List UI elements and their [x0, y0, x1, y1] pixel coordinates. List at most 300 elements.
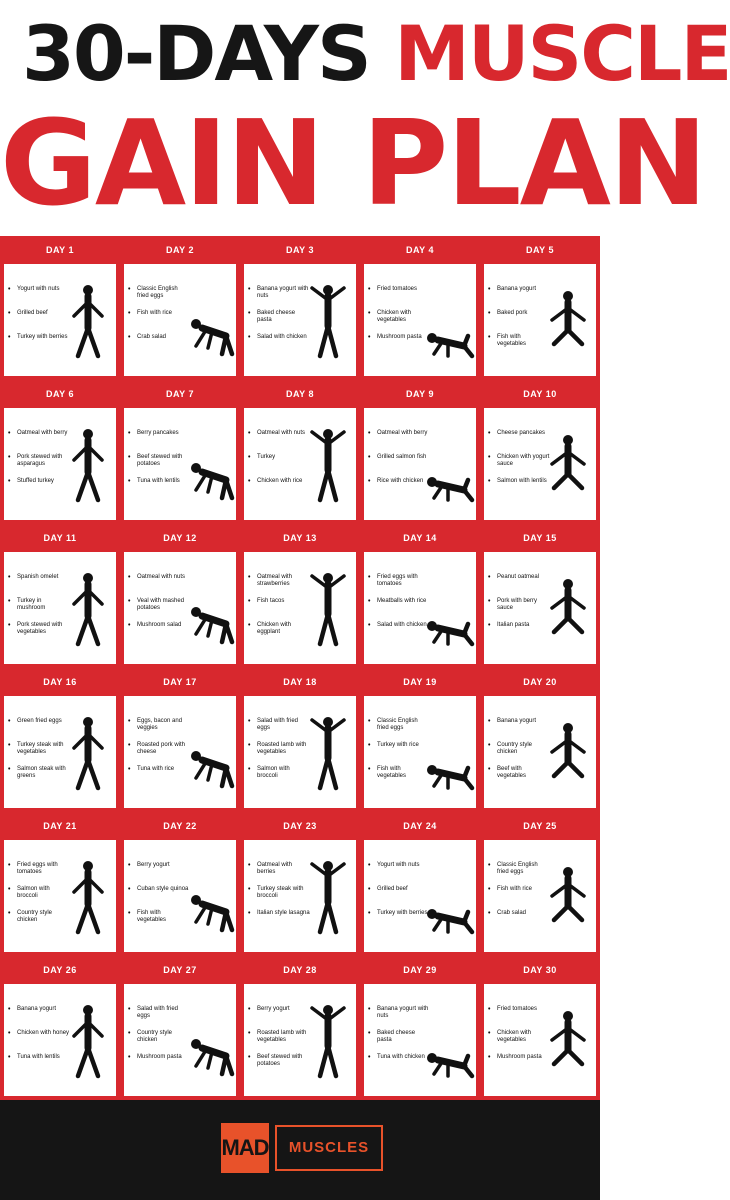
meal-item — [248, 1006, 310, 1030]
day-cell — [121, 236, 239, 380]
meal-text: Grilled salmon fish — [377, 454, 427, 460]
meal-item — [8, 478, 70, 502]
exercise-figure-icon — [182, 1000, 234, 1082]
exercise-figure-icon — [422, 712, 474, 794]
meal-text: Grilled beef — [377, 886, 408, 892]
meal-bullet-icon: • — [368, 910, 371, 917]
meal-text: Fish with rice — [137, 310, 173, 316]
day-cell — [481, 236, 599, 380]
meal-bullet-icon: • — [368, 1030, 371, 1037]
exercise-figure-icon — [302, 1000, 354, 1082]
meal-bullet-icon: • — [128, 1030, 131, 1037]
meal-text: Oatmeal with nuts — [257, 430, 306, 436]
meal-bullet-icon: • — [128, 862, 131, 869]
meal-list — [488, 718, 550, 790]
meal-item — [488, 886, 550, 910]
meal-item — [248, 1030, 310, 1054]
meal-item — [8, 286, 70, 310]
meal-item — [488, 718, 550, 742]
meal-text: Banana yogurt — [497, 286, 537, 292]
meal-text: Oatmeal with strawberries — [257, 574, 293, 587]
meal-item — [8, 766, 70, 790]
meal-text: Oatmeal with berries — [257, 862, 293, 875]
day-label: DAY 22 — [163, 821, 197, 831]
meal-bullet-icon: • — [368, 286, 371, 293]
exercise-figure-icon — [62, 1000, 114, 1082]
day-card — [364, 840, 476, 952]
meal-text: Spanish omelet — [17, 574, 59, 580]
meal-bullet-icon: • — [128, 742, 131, 749]
meal-bullet-icon: • — [128, 478, 131, 485]
meal-bullet-icon: • — [128, 766, 131, 773]
meal-item — [488, 574, 550, 598]
meal-item — [488, 622, 550, 646]
meal-item — [488, 862, 550, 886]
meal-text: Eggs, bacon and veggies — [137, 718, 183, 731]
meal-item — [8, 718, 70, 742]
meal-text: Cheese pancakes — [497, 430, 546, 436]
meal-item — [128, 622, 190, 646]
meal-text: Turkey steak with vegetables — [17, 742, 64, 755]
meal-item — [488, 1006, 550, 1030]
day-card — [364, 696, 476, 808]
meal-list — [128, 574, 190, 646]
day-cell — [121, 380, 239, 524]
meal-bullet-icon: • — [368, 766, 371, 773]
meal-text: Classic English fried eggs — [497, 862, 538, 875]
day-card — [124, 408, 236, 520]
day-label: DAY 8 — [285, 389, 315, 399]
meal-item — [248, 286, 310, 310]
meal-list — [248, 574, 310, 646]
meal-item — [8, 1030, 70, 1054]
meal-item — [248, 598, 310, 622]
meal-text: Chicken with vegetables — [497, 1030, 532, 1043]
meal-list — [8, 430, 70, 502]
title-word-muscle: MUSCLE — [394, 9, 730, 98]
meal-bullet-icon: • — [488, 478, 491, 485]
meal-bullet-icon: • — [8, 862, 11, 869]
meal-bullet-icon: • — [248, 622, 251, 629]
meal-bullet-icon: • — [368, 1006, 371, 1013]
exercise-figure-icon — [182, 568, 234, 650]
meal-item — [368, 622, 430, 646]
meal-item — [8, 1054, 70, 1078]
meal-list — [128, 1006, 190, 1078]
meal-bullet-icon: • — [8, 574, 11, 581]
meal-list — [488, 862, 550, 934]
meal-bullet-icon: • — [128, 286, 131, 293]
meal-text: Country style chicken — [497, 742, 533, 755]
day-cell — [361, 812, 479, 956]
day-card — [124, 264, 236, 376]
day-card — [4, 264, 116, 376]
meal-bullet-icon: • — [248, 598, 251, 605]
meal-text: Pork stewed with vegetables — [17, 622, 63, 635]
meal-list — [128, 718, 190, 790]
meal-bullet-icon: • — [488, 910, 491, 917]
meal-bullet-icon: • — [368, 742, 371, 749]
day-label: DAY 11 — [43, 533, 77, 543]
meal-bullet-icon: • — [248, 910, 251, 917]
meal-list — [8, 862, 70, 934]
meal-item — [8, 598, 70, 622]
day-cell — [1, 236, 119, 380]
meal-text: Banana yogurt — [17, 1006, 57, 1012]
meal-item — [248, 622, 310, 646]
meal-bullet-icon: • — [248, 310, 251, 317]
meal-text: Chicken with eggplant — [257, 622, 292, 635]
meal-text: Fish with vegetables — [497, 334, 527, 347]
meal-bullet-icon: • — [248, 886, 251, 893]
day-label: DAY 25 — [523, 821, 557, 831]
meal-bullet-icon: • — [8, 718, 11, 725]
day-cell — [481, 524, 599, 668]
day-label: DAY 30 — [523, 965, 557, 975]
day-label: DAY 12 — [163, 533, 197, 543]
exercise-figure-icon — [422, 568, 474, 650]
meal-text: Veal with mashed potatoes — [137, 598, 185, 611]
title-line-2: GAIN PLAN — [0, 94, 706, 232]
header — [0, 0, 730, 236]
meal-item — [128, 718, 190, 742]
day-cell — [121, 956, 239, 1100]
exercise-figure-icon — [422, 856, 474, 938]
exercise-figure-icon — [62, 712, 114, 794]
day-label: DAY 27 — [163, 965, 197, 975]
meal-text: Chicken with rice — [257, 478, 303, 484]
meal-text: Banana yogurt with nuts — [257, 286, 309, 299]
day-card — [124, 840, 236, 952]
meal-item — [128, 1054, 190, 1078]
exercise-figure-icon — [182, 280, 234, 362]
exercise-figure-icon — [542, 280, 594, 362]
meal-list — [488, 286, 550, 358]
meal-item — [8, 430, 70, 454]
meal-text: Fish tacos — [257, 598, 285, 604]
day-label: DAY 6 — [45, 389, 75, 399]
meal-item — [8, 742, 70, 766]
meal-bullet-icon: • — [368, 334, 371, 341]
meal-bullet-icon: • — [8, 1006, 11, 1013]
day-card — [4, 840, 116, 952]
meal-list — [368, 286, 430, 358]
exercise-figure-icon — [422, 424, 474, 506]
meal-bullet-icon: • — [368, 1054, 371, 1061]
meal-list — [248, 1006, 310, 1078]
day-cell — [1, 524, 119, 668]
day-cell — [241, 524, 359, 668]
meal-text: Peanut oatmeal — [497, 574, 540, 580]
meal-item — [128, 430, 190, 454]
day-label: DAY 16 — [43, 677, 77, 687]
meal-item — [128, 862, 190, 886]
meal-text: Baked cheese pasta — [257, 310, 296, 323]
day-row — [0, 236, 600, 380]
day-label: DAY 4 — [405, 245, 435, 255]
meal-item — [128, 286, 190, 310]
day-row — [0, 956, 600, 1100]
exercise-figure-icon — [542, 568, 594, 650]
meal-text: Mushroom salad — [137, 622, 182, 628]
meal-item — [368, 886, 430, 910]
meal-bullet-icon: • — [488, 622, 491, 629]
day-row — [0, 668, 600, 812]
meal-text: Yogurt with nuts — [17, 286, 60, 292]
meal-bullet-icon: • — [8, 742, 11, 749]
meal-bullet-icon: • — [368, 718, 371, 725]
day-card — [244, 840, 356, 952]
meal-list — [368, 430, 430, 502]
meal-text: Fish with vegetables — [377, 766, 407, 779]
meal-item — [368, 598, 430, 622]
meal-bullet-icon: • — [368, 862, 371, 869]
exercise-figure-icon — [542, 424, 594, 506]
meal-bullet-icon: • — [488, 430, 491, 437]
meal-text: Mushroom pasta — [377, 334, 422, 340]
meal-text: Salmon steak with greens — [17, 766, 66, 779]
meal-bullet-icon: • — [368, 574, 371, 581]
day-card — [124, 696, 236, 808]
meal-item — [248, 742, 310, 766]
meal-bullet-icon: • — [248, 574, 251, 581]
meal-bullet-icon: • — [368, 478, 371, 485]
day-label: DAY 10 — [523, 389, 557, 399]
meal-item — [368, 1006, 430, 1030]
day-label: DAY 2 — [165, 245, 195, 255]
meal-bullet-icon: • — [248, 430, 251, 437]
meal-item — [128, 478, 190, 502]
day-card — [364, 408, 476, 520]
meal-item — [8, 886, 70, 910]
meal-list — [368, 1006, 430, 1078]
meal-item — [248, 574, 310, 598]
meal-text: Banana yogurt with nuts — [377, 1006, 429, 1019]
meal-bullet-icon: • — [128, 454, 131, 461]
day-cell — [361, 956, 479, 1100]
meal-text: Fish with rice — [497, 886, 533, 892]
meal-item — [128, 1006, 190, 1030]
meal-item — [368, 1030, 430, 1054]
day-card — [124, 552, 236, 664]
meal-list — [248, 286, 310, 358]
meal-item — [248, 718, 310, 742]
meal-text: Salad with fried eggs — [137, 1006, 179, 1019]
meal-bullet-icon: • — [8, 1054, 11, 1061]
meal-list — [128, 862, 190, 934]
mad-muscles-logo[interactable] — [221, 1123, 383, 1173]
meal-text: Baked cheese pasta — [377, 1030, 416, 1043]
meal-bullet-icon: • — [248, 1030, 251, 1037]
day-grid — [0, 236, 600, 1100]
day-cell — [241, 956, 359, 1100]
meal-bullet-icon: • — [248, 766, 251, 773]
day-cell — [481, 956, 599, 1100]
meal-bullet-icon: • — [8, 910, 11, 917]
meal-text: Turkey with rice — [377, 742, 419, 748]
meal-bullet-icon: • — [128, 310, 131, 317]
meal-text: Fried tomatoes — [377, 286, 418, 292]
meal-item — [368, 334, 430, 358]
meal-bullet-icon: • — [248, 478, 251, 485]
meal-text: Beef with vegetables — [497, 766, 527, 779]
day-row — [0, 812, 600, 956]
meal-bullet-icon: • — [128, 886, 131, 893]
exercise-figure-icon — [62, 424, 114, 506]
footer — [0, 1100, 600, 1200]
meal-bullet-icon: • — [488, 286, 491, 293]
meal-item — [488, 286, 550, 310]
meal-bullet-icon: • — [128, 622, 131, 629]
meal-item — [248, 430, 310, 454]
day-cell — [121, 524, 239, 668]
meal-text: Turkey in mushroom — [17, 598, 46, 611]
meal-bullet-icon: • — [488, 862, 491, 869]
meal-bullet-icon: • — [488, 334, 491, 341]
meal-text: Italian pasta — [497, 622, 530, 628]
meal-text: Crab salad — [497, 910, 527, 916]
meal-text: Fish with vegetables — [137, 910, 167, 923]
day-label: DAY 18 — [283, 677, 317, 687]
day-row — [0, 380, 600, 524]
meal-text: Chicken with honey — [17, 1030, 70, 1036]
meal-text: Tuna with rice — [137, 766, 175, 772]
meal-text: Oatmeal with berry — [377, 430, 428, 436]
meal-text: Berry pancakes — [137, 430, 179, 436]
meal-text: Salad with fried eggs — [257, 718, 299, 731]
meal-list — [368, 574, 430, 646]
meal-text: Roasted lamb with vegetables — [257, 742, 307, 755]
meal-text: Pork with berry sauce — [497, 598, 538, 611]
meal-item — [128, 886, 190, 910]
meal-text: Salmon with broccoli — [257, 766, 290, 779]
day-card — [364, 552, 476, 664]
exercise-figure-icon — [302, 280, 354, 362]
day-cell — [121, 668, 239, 812]
exercise-figure-icon — [182, 424, 234, 506]
meal-text: Banana yogurt — [497, 718, 537, 724]
day-card — [484, 840, 596, 952]
meal-bullet-icon: • — [368, 622, 371, 629]
meal-text: Country style chicken — [17, 910, 53, 923]
meal-bullet-icon: • — [8, 598, 11, 605]
day-card — [364, 264, 476, 376]
meal-item — [368, 718, 430, 742]
meal-bullet-icon: • — [368, 430, 371, 437]
meal-item — [368, 574, 430, 598]
meal-bullet-icon: • — [8, 334, 11, 341]
meal-bullet-icon: • — [488, 766, 491, 773]
meal-item — [488, 1054, 550, 1078]
meal-text: Oatmeal with nuts — [137, 574, 186, 580]
day-label: DAY 24 — [403, 821, 437, 831]
day-label: DAY 23 — [283, 821, 317, 831]
meal-bullet-icon: • — [368, 454, 371, 461]
day-row — [0, 524, 600, 668]
meal-text: Roasted lamb with vegetables — [257, 1030, 307, 1043]
day-label: DAY 20 — [523, 677, 557, 687]
day-label: DAY 3 — [285, 245, 315, 255]
meal-text: Salad with chicken — [257, 334, 307, 340]
meal-text: Baked pork — [497, 310, 528, 316]
exercise-figure-icon — [542, 712, 594, 794]
day-cell — [121, 812, 239, 956]
meal-bullet-icon: • — [8, 886, 11, 893]
meal-text: Italian style lasagna — [257, 910, 310, 916]
meal-list — [248, 862, 310, 934]
meal-text: Classic English fried eggs — [377, 718, 418, 731]
meal-bullet-icon: • — [128, 598, 131, 605]
day-card — [244, 264, 356, 376]
day-cell — [1, 668, 119, 812]
meal-text: Tuna with chicken — [377, 1054, 425, 1060]
exercise-figure-icon — [62, 856, 114, 938]
day-label: DAY 28 — [283, 965, 317, 975]
day-cell — [481, 668, 599, 812]
meal-text: Turkey — [257, 454, 276, 460]
meal-list — [128, 286, 190, 358]
meal-text: Fried eggs with tomatoes — [17, 862, 58, 875]
exercise-figure-icon — [62, 568, 114, 650]
day-card — [4, 984, 116, 1096]
meal-item — [128, 454, 190, 478]
meal-bullet-icon: • — [8, 430, 11, 437]
meal-item — [248, 334, 310, 358]
day-card — [364, 984, 476, 1096]
day-cell — [361, 524, 479, 668]
meal-item — [368, 1054, 430, 1078]
meal-item — [8, 622, 70, 646]
meal-bullet-icon: • — [488, 598, 491, 605]
day-label: DAY 13 — [283, 533, 317, 543]
day-label: DAY 19 — [403, 677, 437, 687]
meal-text: Grilled beef — [17, 310, 48, 316]
meal-text: Country style chicken — [137, 1030, 173, 1043]
meal-list — [8, 1006, 70, 1078]
meal-text: Turkey with berries — [17, 334, 68, 340]
meal-text: Salmon with lentils — [497, 478, 547, 484]
meal-list — [8, 286, 70, 358]
meal-text: Tuna with lentils — [137, 478, 180, 484]
meal-item — [368, 310, 430, 334]
meal-bullet-icon: • — [368, 598, 371, 605]
meal-text: Classic English fried eggs — [137, 286, 178, 299]
meal-bullet-icon: • — [488, 742, 491, 749]
day-card — [124, 984, 236, 1096]
day-label: DAY 7 — [165, 389, 195, 399]
day-card — [244, 408, 356, 520]
meal-text: Berry yogurt — [257, 1006, 290, 1012]
day-cell — [1, 380, 119, 524]
meal-bullet-icon: • — [128, 430, 131, 437]
meal-bullet-icon: • — [488, 1006, 491, 1013]
meal-text: Fried tomatoes — [497, 1006, 538, 1012]
meal-list — [8, 574, 70, 646]
logo-mad-block: MAD — [221, 1123, 269, 1173]
meal-text: Turkey steak with broccoli — [257, 886, 304, 899]
day-cell — [1, 956, 119, 1100]
meal-text: Pork stewed with asparagus — [17, 454, 63, 467]
exercise-figure-icon — [422, 1000, 474, 1082]
day-card — [484, 264, 596, 376]
meal-bullet-icon: • — [8, 286, 11, 293]
meal-list — [248, 718, 310, 790]
meal-text: Mushroom pasta — [497, 1054, 542, 1060]
meal-text: Salad with chicken — [377, 622, 427, 628]
meal-item — [488, 334, 550, 358]
meal-item — [488, 1030, 550, 1054]
meal-item — [488, 310, 550, 334]
